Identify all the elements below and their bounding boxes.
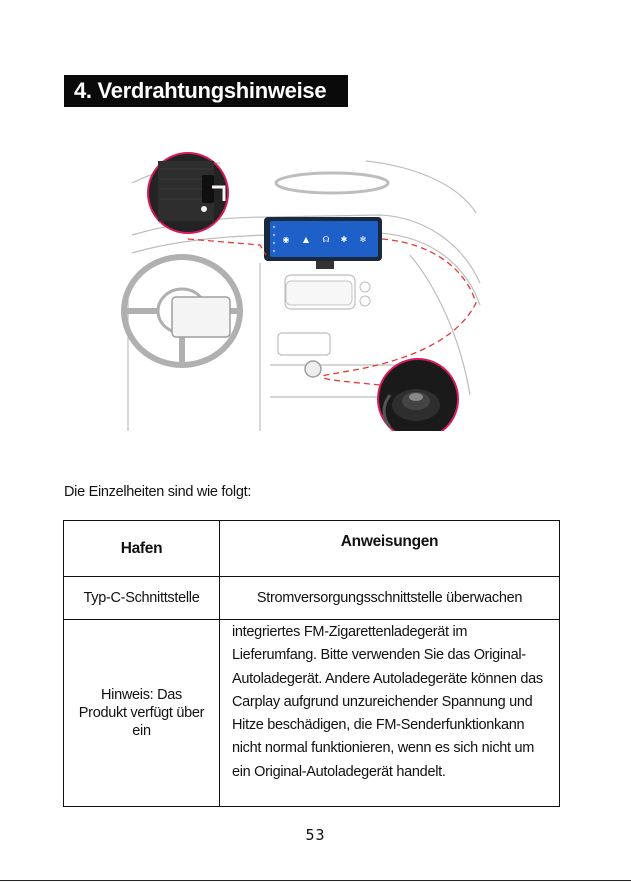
- cigarette-charger-callout: [378, 359, 458, 431]
- column-header-port: Hafen: [64, 521, 220, 577]
- page-number: 53: [305, 826, 326, 844]
- instruction-cell: Stromversorgungsschnittstelle überwachen: [220, 577, 560, 620]
- table-row: [64, 620, 560, 807]
- wiring-table: [63, 520, 560, 807]
- section-title: 4. Verdrahtungshinweise: [64, 75, 348, 107]
- wifi-icon: ☊: [322, 235, 330, 244]
- carplay-icon: ◉: [282, 235, 290, 244]
- navigation-icon: ▲: [302, 235, 310, 244]
- bottom-divider: [0, 880, 631, 881]
- settings-icon: ✻: [359, 235, 367, 244]
- port-cell: Typ-C-Schnittstelle: [64, 577, 220, 620]
- head-unit-screen: [264, 217, 382, 269]
- intro-text: Die Einzelheiten sind wie folgt:: [64, 484, 252, 500]
- type-c-port-callout: [148, 153, 228, 233]
- table-header-row: [64, 521, 560, 577]
- port-cell: Hinweis: Das Produkt verfügt über ein: [64, 620, 220, 807]
- instruction-cell: integriertes FM-Zigarettenladegerät im Lieferumfang. Bitte verwenden Sie das Original-Autoladegerät. Andere Autoladegeräte können das Carplay aufgrund unzureichender Spannung und Hitze beschädigen, die FM-Senderfunktionkann nicht normal funktionieren, wenn es sich nicht um ein Original-Autoladegerät handelt.: [220, 620, 560, 807]
- bluetooth-icon: ✱: [340, 235, 348, 244]
- table-row: [64, 577, 560, 620]
- wiring-illustration: [120, 135, 482, 431]
- column-header-instructions: Anweisungen: [220, 521, 560, 577]
